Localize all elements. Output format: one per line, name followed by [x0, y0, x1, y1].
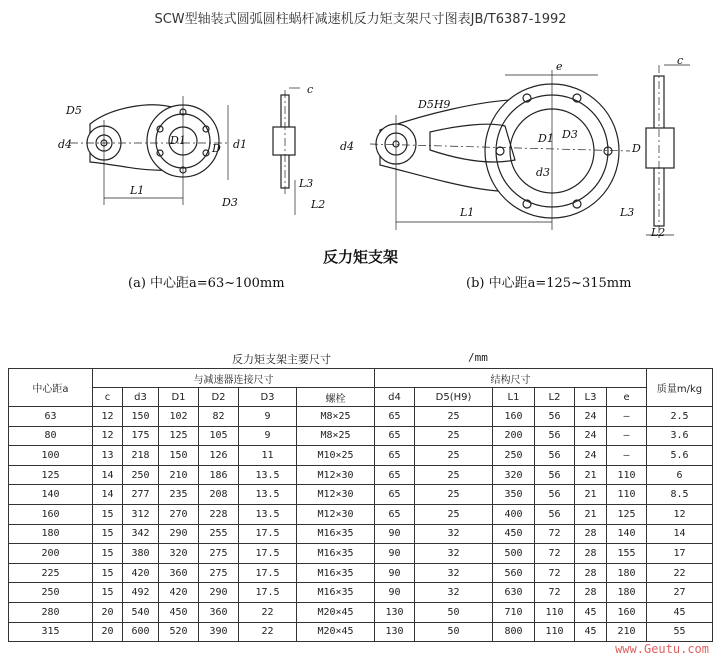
table-cell: 65 — [375, 504, 415, 524]
table-row — [9, 602, 713, 622]
table-cell: — — [607, 407, 647, 427]
label-c-b: c — [677, 54, 684, 67]
table-cell: 9 — [239, 426, 297, 446]
label-d3-b: d3 — [536, 166, 551, 179]
table-cell: 12 — [93, 426, 123, 446]
table-cell: 290 — [199, 583, 239, 603]
table-row — [9, 544, 713, 564]
table-cell: 22 — [647, 563, 713, 583]
table-cell: 17 — [647, 544, 713, 564]
table-cell: M12×30 — [297, 485, 375, 505]
table-cell: M10×25 — [297, 446, 375, 466]
column-header: L1 — [493, 388, 535, 407]
table-cell: 72 — [535, 563, 575, 583]
table-cell: 277 — [123, 485, 159, 505]
table-cell: 150 — [159, 446, 199, 466]
table-cell: 90 — [375, 544, 415, 564]
table-cell: 210 — [159, 465, 199, 485]
label-D5-a: D5 — [66, 104, 82, 117]
table-cell: 2.5 — [647, 407, 713, 427]
table-cell: 28 — [575, 524, 607, 544]
table-cell: 25 — [415, 485, 493, 505]
label-d4-b: d4 — [340, 140, 355, 153]
table-cell: — — [607, 446, 647, 466]
table-cell: 360 — [159, 563, 199, 583]
table-cell: 130 — [375, 622, 415, 642]
table-cell: 24 — [575, 407, 607, 427]
table-row — [9, 446, 713, 466]
header-center-distance: 中心距a — [9, 369, 93, 407]
table-cell: 235 — [159, 485, 199, 505]
table-cell: 320 — [159, 544, 199, 564]
table-cell: 21 — [575, 485, 607, 505]
support-a-side-view — [273, 88, 300, 215]
table-cell: M16×35 — [297, 544, 375, 564]
table-unit: /mm — [468, 351, 488, 364]
table-cell: 32 — [415, 524, 493, 544]
table-cell: 600 — [123, 622, 159, 642]
table-cell: 180 — [9, 524, 93, 544]
table-cell: 90 — [375, 563, 415, 583]
table-cell: 110 — [535, 622, 575, 642]
table-cell: 380 — [123, 544, 159, 564]
technical-drawing — [0, 30, 721, 245]
table-cell: 25 — [415, 465, 493, 485]
table-cell: 290 — [159, 524, 199, 544]
table-cell: 130 — [375, 602, 415, 622]
table-cell: 56 — [535, 426, 575, 446]
table-cell: 275 — [199, 563, 239, 583]
table-cell: 15 — [93, 583, 123, 603]
label-d4-a: d4 — [58, 138, 73, 151]
table-cell: 492 — [123, 583, 159, 603]
label-D-a: D — [212, 142, 221, 155]
table-cell: 72 — [535, 524, 575, 544]
column-header: D5(H9) — [415, 388, 493, 407]
table-cell: 630 — [493, 583, 535, 603]
table-cell: 560 — [493, 563, 535, 583]
table-cell: 20 — [93, 602, 123, 622]
table-cell: 13.5 — [239, 485, 297, 505]
table-cell: 50 — [415, 602, 493, 622]
table-cell: 56 — [535, 465, 575, 485]
table-cell: 228 — [199, 504, 239, 524]
caption-b: (b) 中心距a=125~315mm — [466, 276, 632, 291]
table-row — [9, 407, 713, 427]
table-cell: 25 — [415, 407, 493, 427]
dimension-table — [8, 368, 713, 642]
table-row — [9, 622, 713, 642]
table-cell: 11 — [239, 446, 297, 466]
table-cell: 125 — [159, 426, 199, 446]
table-cell: 15 — [93, 563, 123, 583]
table-cell: 102 — [159, 407, 199, 427]
table-cell: 72 — [535, 583, 575, 603]
table-row — [9, 524, 713, 544]
table-cell: M16×35 — [297, 524, 375, 544]
table-cell: M8×25 — [297, 407, 375, 427]
support-b-front-view — [370, 70, 630, 230]
table-cell: 420 — [159, 583, 199, 603]
table-cell: 28 — [575, 563, 607, 583]
table-cell: 225 — [9, 563, 93, 583]
table-cell: 125 — [607, 504, 647, 524]
table-cell: 5.6 — [647, 446, 713, 466]
label-D-b: D — [632, 142, 641, 155]
label-D3-b: D3 — [562, 128, 578, 141]
label-d1-a: d1 — [233, 138, 248, 151]
table-row — [9, 583, 713, 603]
table-cell: 21 — [575, 465, 607, 485]
table-cell: 126 — [199, 446, 239, 466]
table-cell: 14 — [93, 465, 123, 485]
table-cell: 110 — [607, 485, 647, 505]
table-cell: 24 — [575, 426, 607, 446]
table-cell: 255 — [199, 524, 239, 544]
table-cell: 25 — [415, 504, 493, 524]
table-cell: M12×30 — [297, 465, 375, 485]
column-header: D2 — [199, 388, 239, 407]
table-cell: 208 — [199, 485, 239, 505]
column-header: 螺栓 — [297, 388, 375, 407]
table-cell: 520 — [159, 622, 199, 642]
label-L1-b: L1 — [460, 206, 475, 219]
table-cell: 400 — [493, 504, 535, 524]
table-cell: 22 — [239, 602, 297, 622]
table-cell: M20×45 — [297, 602, 375, 622]
table-cell: 342 — [123, 524, 159, 544]
table-cell: 65 — [375, 426, 415, 446]
table-cell: 8.5 — [647, 485, 713, 505]
column-header: D3 — [239, 388, 297, 407]
table-cell: 9 — [239, 407, 297, 427]
table-title: 反力矩支架主要尺寸 — [232, 353, 331, 366]
watermark: www.Geutu.com — [615, 642, 709, 656]
caption-a: (a) 中心距a=63~100mm — [128, 276, 285, 291]
table-cell: 17.5 — [239, 563, 297, 583]
table-cell: 90 — [375, 583, 415, 603]
label-L3-a: L3 — [299, 177, 314, 190]
table-cell: 13.5 — [239, 504, 297, 524]
table-cell: 21 — [575, 504, 607, 524]
table-cell: 250 — [493, 446, 535, 466]
table-cell: 32 — [415, 563, 493, 583]
label-L2-a: L2 — [311, 198, 326, 211]
table-cell: 15 — [93, 524, 123, 544]
table-cell: 55 — [647, 622, 713, 642]
table-cell: 218 — [123, 446, 159, 466]
table-cell: 275 — [199, 544, 239, 564]
table-cell: 32 — [415, 544, 493, 564]
table-row — [9, 485, 713, 505]
table-cell: 110 — [535, 602, 575, 622]
table-cell: 160 — [607, 602, 647, 622]
label-D5H9-b: D5H9 — [418, 98, 451, 111]
table-row — [9, 426, 713, 446]
table-cell: 160 — [9, 504, 93, 524]
support-b-side-view — [646, 65, 690, 240]
table-cell: 25 — [415, 426, 493, 446]
table-cell: 160 — [493, 407, 535, 427]
table-cell: 65 — [375, 446, 415, 466]
table-cell: 22 — [239, 622, 297, 642]
table-cell: 32 — [415, 583, 493, 603]
table-cell: 12 — [93, 407, 123, 427]
table-cell: 56 — [535, 407, 575, 427]
table-cell: 186 — [199, 465, 239, 485]
column-header: d4 — [375, 388, 415, 407]
table-cell: 56 — [535, 504, 575, 524]
table-cell: 710 — [493, 602, 535, 622]
table-row — [9, 563, 713, 583]
header-structure: 结构尺寸 — [375, 369, 647, 388]
table-cell: 56 — [535, 485, 575, 505]
table-cell: 17.5 — [239, 583, 297, 603]
column-header: L3 — [575, 388, 607, 407]
table-cell: 180 — [607, 583, 647, 603]
table-cell: 250 — [9, 583, 93, 603]
label-L1-a: L1 — [130, 184, 145, 197]
table-cell: 6 — [647, 465, 713, 485]
table-cell: M16×35 — [297, 583, 375, 603]
table-cell: 80 — [9, 426, 93, 446]
table-row — [9, 465, 713, 485]
table-cell: 150 — [123, 407, 159, 427]
table-cell: 24 — [575, 446, 607, 466]
table-cell: 65 — [375, 465, 415, 485]
table-cell: 3.6 — [647, 426, 713, 446]
table-cell: 350 — [493, 485, 535, 505]
table-row — [9, 504, 713, 524]
table-cell: M12×30 — [297, 504, 375, 524]
table-cell: 180 — [607, 563, 647, 583]
table-cell: 175 — [123, 426, 159, 446]
table-cell: 125 — [9, 465, 93, 485]
table-cell: 25 — [415, 446, 493, 466]
table-cell: 20 — [93, 622, 123, 642]
column-header: L2 — [535, 388, 575, 407]
table-cell: 270 — [159, 504, 199, 524]
table-cell: 63 — [9, 407, 93, 427]
table-cell: 210 — [607, 622, 647, 642]
table-cell: 12 — [647, 504, 713, 524]
table-cell: 65 — [375, 485, 415, 505]
table-cell: 82 — [199, 407, 239, 427]
table-cell: 450 — [493, 524, 535, 544]
table-cell: 45 — [575, 602, 607, 622]
table-cell: 14 — [93, 485, 123, 505]
table-cell: 420 — [123, 563, 159, 583]
figure-title: 反力矩支架 — [322, 248, 398, 266]
column-header: D1 — [159, 388, 199, 407]
table-cell: 15 — [93, 544, 123, 564]
table-cell: 200 — [9, 544, 93, 564]
table-cell: 140 — [9, 485, 93, 505]
table-cell: 56 — [535, 446, 575, 466]
table-cell: 500 — [493, 544, 535, 564]
table-cell: 105 — [199, 426, 239, 446]
table-cell: 17.5 — [239, 544, 297, 564]
table-cell: 320 — [493, 465, 535, 485]
header-connection: 与减速器连接尺寸 — [93, 369, 375, 388]
table-cell: 315 — [9, 622, 93, 642]
table-cell: 13.5 — [239, 465, 297, 485]
label-e-b: e — [556, 60, 563, 73]
label-D3-a: D3 — [222, 196, 238, 209]
table-cell: M20×45 — [297, 622, 375, 642]
table-cell: 45 — [647, 602, 713, 622]
label-D1-b: D1 — [538, 132, 554, 145]
table-cell: 28 — [575, 583, 607, 603]
table-cell: 140 — [607, 524, 647, 544]
table-cell: M16×35 — [297, 563, 375, 583]
table-cell: 15 — [93, 504, 123, 524]
column-header: d3 — [123, 388, 159, 407]
table-cell: 540 — [123, 602, 159, 622]
table-cell: 200 — [493, 426, 535, 446]
column-header: c — [93, 388, 123, 407]
column-header: e — [607, 388, 647, 407]
table-cell: M8×25 — [297, 426, 375, 446]
table-cell: 360 — [199, 602, 239, 622]
table-cell: 100 — [9, 446, 93, 466]
label-D1-a: D1 — [170, 134, 186, 147]
table-cell: 50 — [415, 622, 493, 642]
label-L3-b: L3 — [620, 206, 635, 219]
label-L2-b: L2 — [651, 226, 666, 239]
header-mass: 质量m/kg — [647, 369, 713, 407]
table-cell: 17.5 — [239, 524, 297, 544]
table-cell: 65 — [375, 407, 415, 427]
table-cell: 155 — [607, 544, 647, 564]
table-cell: 800 — [493, 622, 535, 642]
table-cell: 250 — [123, 465, 159, 485]
table-cell: 110 — [607, 465, 647, 485]
table-cell: 27 — [647, 583, 713, 603]
support-a-front-view — [70, 96, 230, 205]
table-cell: 312 — [123, 504, 159, 524]
table-cell: 280 — [9, 602, 93, 622]
table-cell: 28 — [575, 544, 607, 564]
table-cell: — — [607, 426, 647, 446]
table-cell: 90 — [375, 524, 415, 544]
table-cell: 13 — [93, 446, 123, 466]
table-cell: 390 — [199, 622, 239, 642]
page-title: SCW型轴装式圆弧圆柱蜗杆减速机反力矩支架尺寸图表JB/T6387-1992 — [154, 12, 567, 27]
table-cell: 72 — [535, 544, 575, 564]
label-c-a: c — [307, 83, 314, 96]
table-cell: 14 — [647, 524, 713, 544]
table-cell: 45 — [575, 622, 607, 642]
table-cell: 450 — [159, 602, 199, 622]
